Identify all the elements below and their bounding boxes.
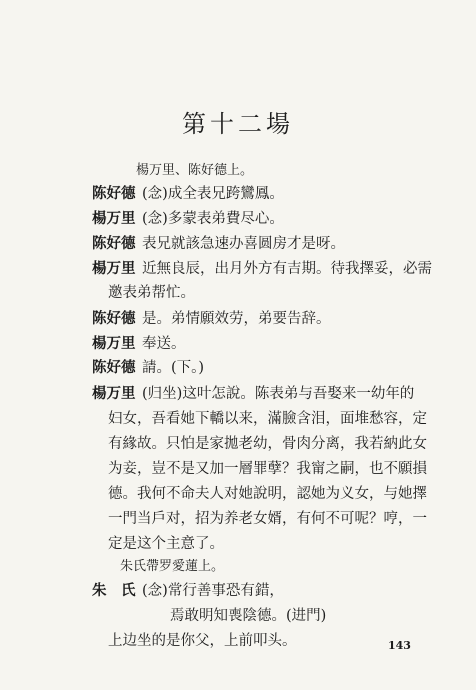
scene-title: 第十二場 [182,110,294,138]
dialogue-line: 表兄就該急速办喜圆房才是呀。 [142,236,345,252]
dialogue-continuation: 一門当戶对，招为养老女婿，有何不可呢？哼，一 [108,511,427,527]
speaker-name: 陈好德 [92,185,136,202]
dialogue-line: (念)多蒙表弟費尽心。 [142,211,284,227]
dialogue-line: 近無良辰，出月外方有吉期。待我擇妥，必需 [142,261,432,277]
dialogue-continuation: 妇女，吾看她下轎以来，滿臉含泪，面堆愁容，定 [108,411,427,427]
dialogue-continuation: 有緣故。只怕是家拋老幼，骨肉分离，我若納此女 [108,436,427,452]
dialogue-line: (念)常行善事恐有錯， [142,583,284,599]
dialogue-line: (念)成全表兄跨鸞鳳。 [142,186,284,202]
speaker-name: 楊万里 [92,385,136,402]
dialogue-continuation: 德。我何不命夫人对她說明，認她为义女，与她擇 [108,486,427,502]
dialogue-line: (归坐)这叶怎說。陈表弟与吾娶来一幼年的 [142,386,415,402]
speaker-name: 陈好德 [92,359,136,376]
dialogue-line: 奉送。 [142,336,186,352]
dialogue-continuation: 焉敢明知喪陰德。(进門) [170,608,327,624]
dialogue-continuation: 为妾，豈不是又加一層罪孽？我甯之嗣，也不願損 [108,461,427,477]
page-number: 143 [388,639,411,652]
speaker-name: 陈好德 [92,310,136,327]
stage-direction: 朱氏帶罗愛蓮上。 [120,559,225,574]
speaker-name: 陈好德 [92,235,136,252]
speaker-name: 楊万里 [92,335,136,352]
speaker-name: 楊万里 [92,260,136,277]
speaker-name: 朱 氏 [92,582,136,599]
dialogue-line: 是。弟情願效劳，弟要告辞。 [142,311,331,327]
stage-direction: 楊万里、陈好德上。 [136,163,254,178]
speaker-name: 楊万里 [92,210,136,227]
dialogue-line: 請。(下。) [142,360,205,376]
dialogue-continuation: 定是这个主意了。 [108,536,224,552]
dialogue-continuation: 邀表弟帮忙。 [108,285,195,301]
dialogue-continuation: 上边坐的是你父，上前叩头。 [108,633,297,649]
